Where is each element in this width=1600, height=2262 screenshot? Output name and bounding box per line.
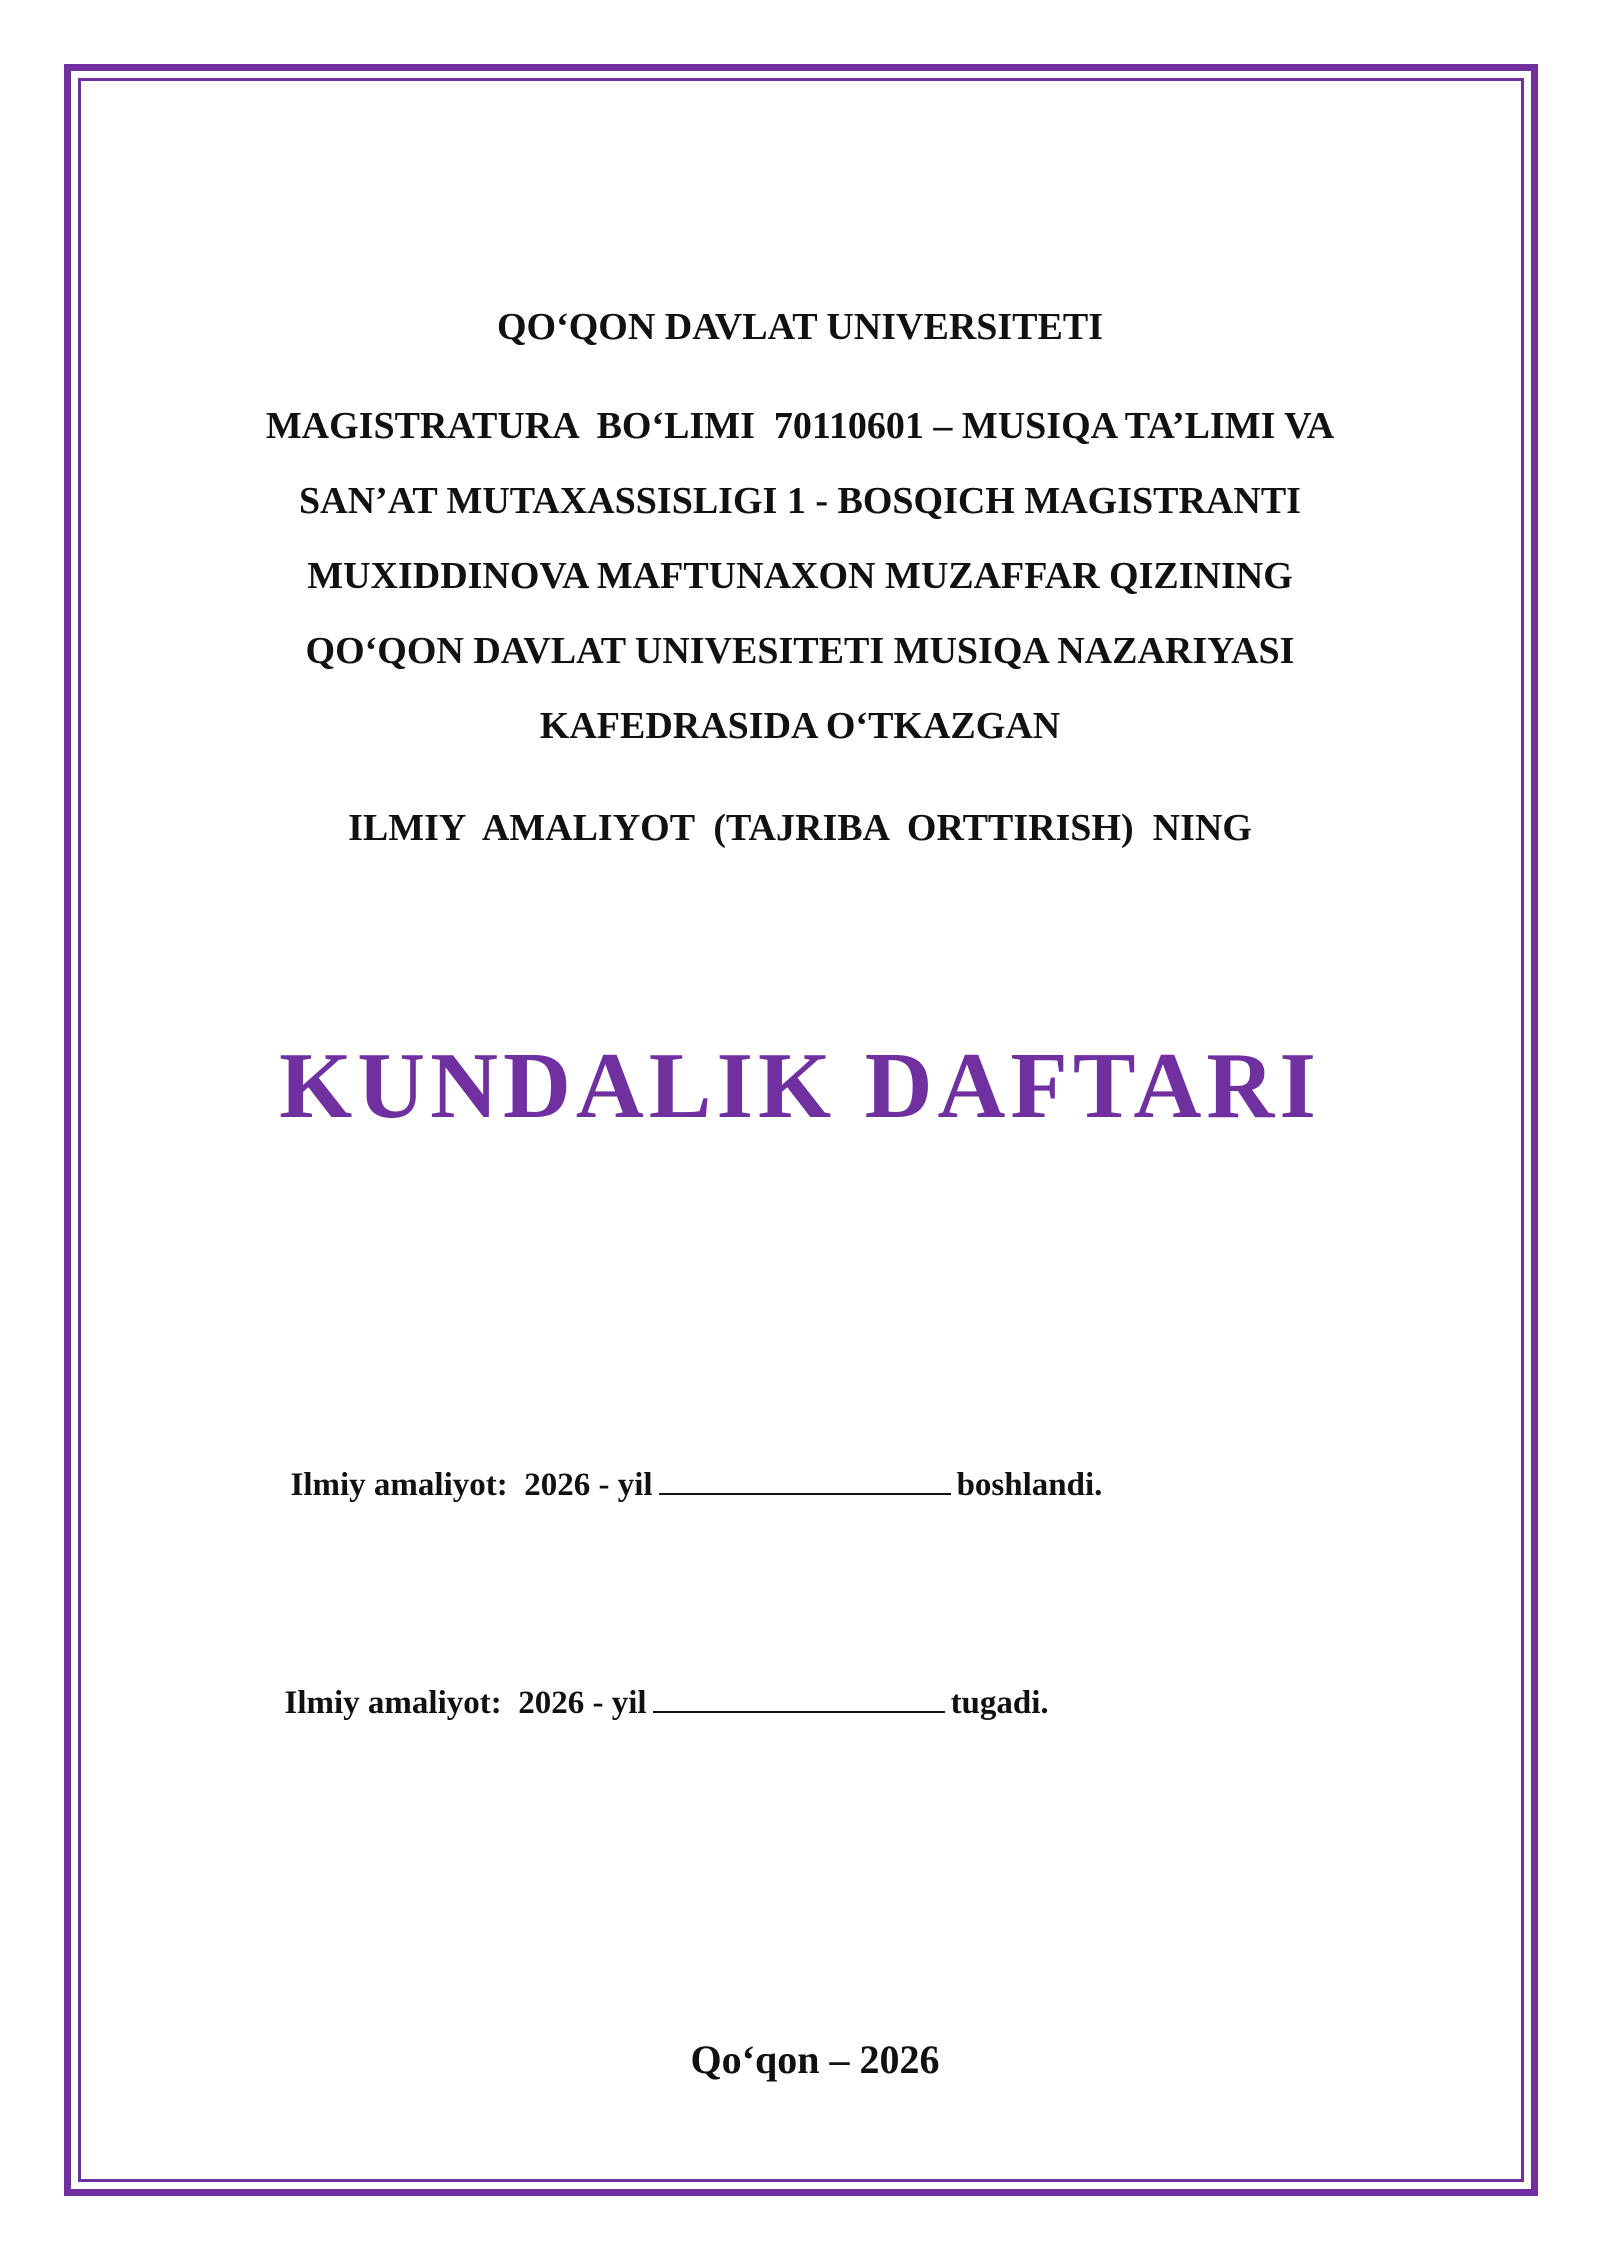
end-date-blank (653, 1682, 945, 1713)
subtitle-line-2: SAN’AT MUTAXASSISLIGI 1 - BOSQICH MAGISTRANTI (299, 480, 1301, 522)
end-date-suffix: tugadi. (950, 1684, 1049, 1721)
document-title: KUNDALIK DAFTARI (279, 1034, 1321, 1138)
start-date-suffix: boshlandi. (956, 1466, 1103, 1503)
subtitle-line-6: ILMIY AMALIYOT (TAJRIBA ORTTIRISH) NING (348, 807, 1252, 849)
start-date-blank (659, 1464, 951, 1495)
subtitle-line-5: KAFEDRASIDA O‘TKAZGAN (539, 705, 1061, 747)
subtitle-line-4: QO‘QON DAVLAT UNIVESITETI MUSIQA NAZARIYASI (305, 630, 1295, 672)
end-date-line (268, 1642, 1049, 1723)
start-date-line (274, 1424, 1102, 1505)
end-date-prefix: Ilmiy amaliyot: 2026 - yil (284, 1684, 647, 1721)
university-name: QO‘QON DAVLAT UNIVERSITETI (496, 306, 1104, 348)
place-and-year: Qo‘qon – 2026 (690, 2037, 940, 2082)
start-date-prefix: Ilmiy amaliyot: 2026 - yil (290, 1466, 653, 1503)
subtitle-line-3: MUXIDDINOVA MAFTUNAXON MUZAFFAR QIZINING (307, 555, 1293, 597)
subtitle-line-1: MAGISTRATURA BO‘LIMI 70110601 – MUSIQA TA’LIMI VA (265, 405, 1335, 447)
